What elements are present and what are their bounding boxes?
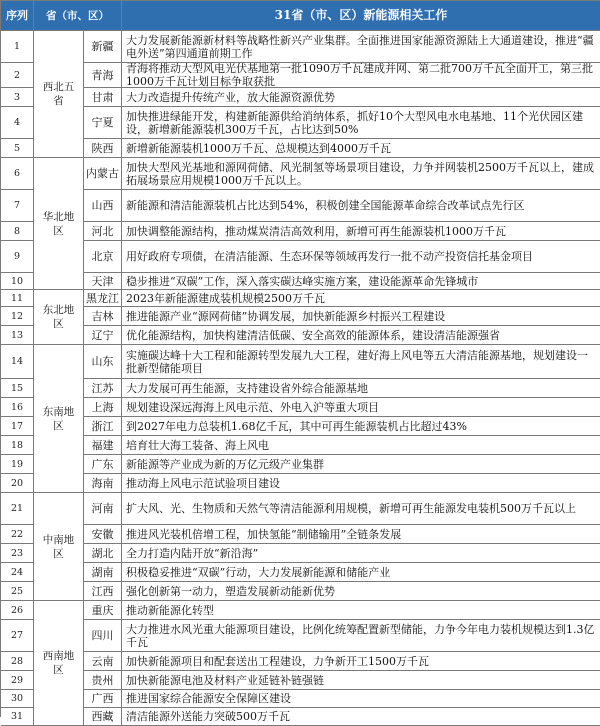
work-description: 全力打造内陆开放“新沿海” — [122, 544, 600, 563]
row-number: 24 — [1, 563, 34, 582]
row-number: 2 — [1, 63, 34, 88]
region-name: 东北地区 — [34, 290, 84, 345]
region-name: 西南地区 — [34, 601, 84, 726]
row-number: 26 — [1, 601, 34, 620]
province-name: 河南 — [84, 493, 122, 525]
header-title: 31省（市、区）新能源相关工作 — [122, 1, 600, 31]
row-number: 13 — [1, 326, 34, 345]
work-description: 用好政府专项债，在清洁能源、生态环保等领域再发行一批不动产投资信托基金项目 — [122, 241, 600, 273]
province-name: 北京 — [84, 241, 122, 273]
work-description: 大力推进水风光重大能源项目建设，比例化统筹配置新型储能，力争今年电力装机规模达到1.3亿千瓦 — [122, 620, 600, 652]
work-description: 加快调整能源结构，推动煤炭清洁高效利用，新增可再生能源装机1000万千瓦 — [122, 222, 600, 241]
work-description: 推进能源产业“源网荷储”协调发展，加快新能源乡村振兴工程建设 — [122, 307, 600, 326]
row-number: 4 — [1, 107, 34, 139]
province-name: 天津 — [84, 273, 122, 290]
province-name: 吉林 — [84, 307, 122, 326]
work-description: 加快新能源电池及材料产业延链补链强链 — [122, 671, 600, 690]
province-name: 山西 — [84, 190, 122, 222]
province-name: 甘肃 — [84, 88, 122, 107]
row-number: 31 — [1, 708, 34, 726]
province-name: 重庆 — [84, 601, 122, 620]
province-name: 广东 — [84, 455, 122, 474]
row-number: 20 — [1, 474, 34, 493]
province-name: 江苏 — [84, 379, 122, 398]
row-number: 1 — [1, 31, 34, 63]
work-description: 青海将推动大型风电光伏基地第一批1090万千瓦建成并网、第二批700万千瓦全面开工，第三批1000万千瓦计划目标争取获批 — [122, 63, 600, 88]
province-name: 海南 — [84, 474, 122, 493]
region-name: 中南地区 — [34, 493, 84, 601]
province-name: 江西 — [84, 582, 122, 601]
province-name: 宁夏 — [84, 107, 122, 139]
work-description: 培育壮大海工装备、海上风电 — [122, 436, 600, 455]
province-name: 黑龙江 — [84, 290, 122, 307]
row-number: 25 — [1, 582, 34, 601]
row-number: 5 — [1, 139, 34, 158]
row-number: 8 — [1, 222, 34, 241]
work-description: 强化创新第一动力，塑造发展新动能新优势 — [122, 582, 600, 601]
region-name: 东南地区 — [34, 345, 84, 493]
province-name: 福建 — [84, 436, 122, 455]
work-description: 推动海上风电示范试验项目建设 — [122, 474, 600, 493]
work-description: 大力改造提升传统产业，放大能源资源优势 — [122, 88, 600, 107]
province-name: 湖南 — [84, 563, 122, 582]
row-number: 19 — [1, 455, 34, 474]
row-number: 11 — [1, 290, 34, 307]
province-name: 贵州 — [84, 671, 122, 690]
row-number: 30 — [1, 690, 34, 708]
province-name: 浙江 — [84, 417, 122, 436]
work-description: 加快新能源项目和配套送出工程建设，力争新开工1500万千瓦 — [122, 652, 600, 671]
row-number: 27 — [1, 620, 34, 652]
province-name: 内蒙古 — [84, 158, 122, 190]
province-name: 广西 — [84, 690, 122, 708]
province-name: 西藏 — [84, 708, 122, 726]
row-number: 17 — [1, 417, 34, 436]
province-name: 安徽 — [84, 525, 122, 544]
province-name: 湖北 — [84, 544, 122, 563]
province-name: 辽宁 — [84, 326, 122, 345]
province-name: 青海 — [84, 63, 122, 88]
work-description: 推动新能源化转型 — [122, 601, 600, 620]
work-description: 新能源等产业成为新的万亿元级产业集群 — [122, 455, 600, 474]
work-description: 推进风光装机倍增工程，加快氢能“制储输用”全链条发展 — [122, 525, 600, 544]
row-number: 14 — [1, 345, 34, 379]
work-description: 优化能源结构，加快构建清洁低碳、安全高效的能源体系，建设清洁能源强省 — [122, 326, 600, 345]
row-number: 12 — [1, 307, 34, 326]
row-number: 18 — [1, 436, 34, 455]
work-description: 2023年新能源建成装机规模2500万千瓦 — [122, 290, 600, 307]
province-name: 上海 — [84, 398, 122, 417]
work-description: 大力发展新能源新材料等战略性新兴产业集群。全面推进国家能源资源陆上大通道建设，推进“疆电外送”第四通道前期工作 — [122, 31, 600, 63]
row-number: 29 — [1, 671, 34, 690]
work-description: 加快推进绿能开发，构建新能源供给消纳体系，抓好10个大型风电水电基地、11个光伏园区建设，新增新能源装机300万千瓦，占比达到50% — [122, 107, 600, 139]
work-description: 推进国家综合能源安全保障区建设 — [122, 690, 600, 708]
province-name: 云南 — [84, 652, 122, 671]
row-number: 28 — [1, 652, 34, 671]
row-number: 22 — [1, 525, 34, 544]
province-name: 陕西 — [84, 139, 122, 158]
work-description: 新增新能源装机1000万千瓦、总规模达到4000万千瓦 — [122, 139, 600, 158]
work-description: 扩大风、光、生物质和天然气等清洁能源利用规模，新增可再生能源发电装机500万千瓦以上 — [122, 493, 600, 525]
row-number: 10 — [1, 273, 34, 290]
header-seq: 序列 — [1, 1, 34, 31]
row-number: 6 — [1, 158, 34, 190]
province-name: 新疆 — [84, 31, 122, 63]
work-description: 积极稳妥推进“双碳”行动，大力发展新能源和储能产业 — [122, 563, 600, 582]
region-name: 华北地区 — [34, 158, 84, 290]
province-name: 河北 — [84, 222, 122, 241]
header-province: 省（市、区） — [34, 1, 122, 31]
province-name: 四川 — [84, 620, 122, 652]
region-name: 西北五省 — [34, 31, 84, 158]
work-description: 大力发展可再生能源，支持建设省外综合能源基地 — [122, 379, 600, 398]
work-description: 实施碳达峰十大工程和能源转型发展九大工程，建好海上风电等五大清洁能源基地，规划建设一批新型储能项目 — [122, 345, 600, 379]
work-description: 清洁能源外送能力突破500万千瓦 — [122, 708, 600, 726]
work-description: 规划建设深远海海上风电示范、外电入沪等重大项目 — [122, 398, 600, 417]
row-number: 9 — [1, 241, 34, 273]
row-number: 3 — [1, 88, 34, 107]
row-number: 15 — [1, 379, 34, 398]
row-number: 7 — [1, 190, 34, 222]
work-description: 新能源和清洁能源装机占比达到54%，积极创建全国能源革命综合改革试点先行区 — [122, 190, 600, 222]
row-number: 23 — [1, 544, 34, 563]
row-number: 21 — [1, 493, 34, 525]
row-number: 16 — [1, 398, 34, 417]
work-description: 到2027年电力总装机1.68亿千瓦，其中可再生能源装机占比超过43% — [122, 417, 600, 436]
work-description: 稳步推进“双碳”工作，深入落实碳达峰实施方案，建设能源革命先锋城市 — [122, 273, 600, 290]
province-name: 山东 — [84, 345, 122, 379]
work-description: 加快大型风光基地和源网荷储、风光制氢等场景项目建设，力争并网装机2500万千瓦以上，建成拓展场景应用规模1000万千瓦以上。 — [122, 158, 600, 190]
